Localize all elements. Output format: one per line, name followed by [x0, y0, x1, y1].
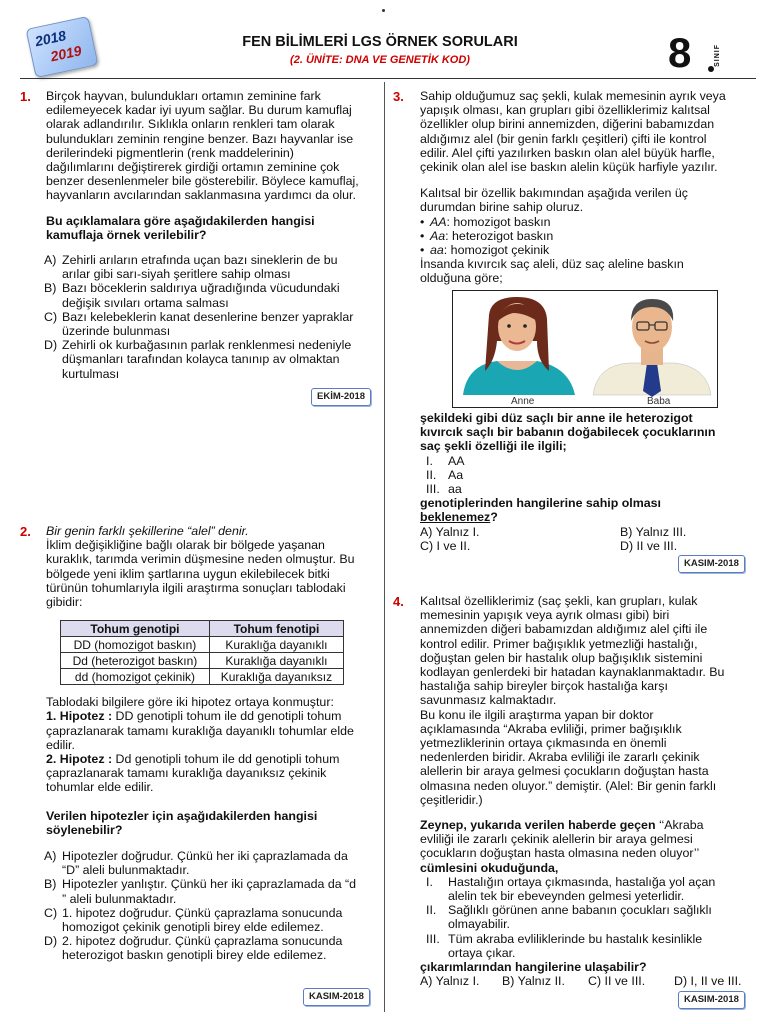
question-4	[420, 594, 754, 990]
genotype-desc: : heterozigot baskın	[445, 228, 554, 243]
text-line: dağılımlarını değiştirerek girdiği ortamın zeminine çok	[46, 160, 340, 175]
option-a[interactable]	[44, 253, 378, 281]
hypothesis-label: 2. Hipotez :	[46, 752, 113, 767]
hypothesis-1	[46, 709, 378, 752]
q4-items	[420, 875, 754, 960]
q4-options	[420, 974, 754, 990]
text-line: alelin tek bir ebeveynden gelmesi yeterlidir.	[448, 889, 685, 904]
text-line: Dd genotipli tohum ile dd genotipli tohum	[115, 752, 340, 767]
year-bottom: 2019	[49, 42, 83, 65]
text-line: Verilen hipotezler için aşağıdakilerden hangisi	[46, 808, 318, 823]
underlined-word: beklenemez	[420, 510, 491, 525]
text-line: Zehirli arıların etrafında uçan bazı sineklerin de bu	[62, 253, 338, 268]
q3-items	[420, 454, 754, 497]
genotype-desc: : homozigot baskın	[446, 214, 551, 229]
genotype-table	[60, 620, 344, 685]
table-cell: Kuraklığa dayanıksız	[209, 669, 343, 685]
option-a[interactable]	[44, 849, 378, 877]
table-header-row	[61, 621, 344, 637]
text-line: olarak adlandırılır. Sıklıkla onların renkleri tam olarak	[46, 117, 335, 132]
option-c[interactable]: C) I ve II.	[420, 538, 471, 553]
option-a[interactable]: A) Yalnız I.	[420, 524, 480, 539]
bold-text: Zeynep, yukarıda verilen haberde geçen	[420, 818, 656, 833]
option-letter: D)	[44, 338, 58, 353]
top-dot	[382, 9, 385, 12]
father-figure	[593, 299, 711, 397]
q2-options	[44, 849, 378, 963]
header-divider	[20, 78, 756, 79]
text-line: yetmezliklerinin ortaya çıkmasında en önemli	[420, 736, 667, 751]
q4-question: çıkarımlarından hangilerine ulaşabilir?	[420, 960, 647, 975]
option-b[interactable]: B) Yalnız III.	[620, 524, 687, 539]
table-cell: Kuraklığa dayanıklı	[209, 637, 343, 653]
date-tag: KASIM-2018	[678, 991, 745, 1009]
q4-passage	[420, 594, 754, 807]
text-line: düşmanları tarafından kolayca tanınıp av olmaktan	[62, 352, 340, 367]
year-top: 2018	[33, 27, 68, 50]
text-line: kurtulması	[62, 366, 120, 381]
text-line: “D” aleli bulunmaktadır.	[62, 863, 190, 878]
genotype-desc: : homozigot çekinik	[443, 243, 550, 258]
q3-question	[420, 411, 754, 454]
parents-illustration	[452, 290, 718, 408]
text-line: DD genotipli tohum ile dd genotipli tohum	[115, 709, 342, 724]
text-line: söylenebilir?	[46, 822, 123, 837]
text-line: evliliği ile zararlı çekinik alellerin bir araya gelmesi	[420, 832, 693, 847]
page-subtitle: (2. ÜNİTE: DNA VE GENETİK KOD)	[290, 54, 470, 66]
text-line: Hastalığın ortaya çıkmasında, hastalığa yol açan	[448, 874, 716, 889]
text-line: nedenlerden biridir. Akraba evliliği ile zararlı çekinik	[420, 750, 700, 765]
question-1	[46, 89, 378, 381]
option-b[interactable]: B) Yalnız II.	[502, 974, 565, 989]
column-divider	[384, 82, 385, 1012]
text-line: Hipotezler doğrudur. Çünkü her iki çaprazlamada da	[62, 849, 348, 864]
mother-label: Anne	[511, 396, 535, 407]
text-line: değişik sıvıları ortama salması	[62, 295, 229, 310]
list-item	[420, 875, 754, 903]
option-letter: A)	[44, 253, 57, 268]
text-line: 1. hipotez doğrudur. Çünkü çaprazlama sonucunda	[62, 905, 343, 920]
text-line: kodlayan genlerdeki bir hatadan kaynaklanmaktadır. Bu	[420, 665, 725, 680]
roman-numeral: III.	[426, 931, 440, 946]
option-letter: A)	[44, 849, 57, 864]
text-line: 2. hipotez doğrudur. Çünkü çaprazlama sonucunda	[62, 934, 343, 949]
table-cell: dd (homozigot çekinik)	[61, 669, 210, 685]
text-line: benzer desenlenmeler bile gösterebilir. Böylece kamuflaj,	[46, 174, 359, 189]
q2-intro: Bir genin farklı şekillerine “alel” denir.	[46, 524, 249, 538]
q1-passage	[46, 89, 378, 203]
text-line: tohumlar elde edilir.	[46, 780, 154, 795]
option-letter: D)	[44, 934, 58, 949]
year-badge	[26, 16, 99, 78]
roman-numeral: I.	[426, 874, 433, 889]
list-item	[420, 932, 754, 960]
text-line: kontrol edilir. Primer bağışıklık yetmezliği hastalığı,	[420, 636, 698, 651]
option-d[interactable]	[44, 934, 378, 962]
question-3-stem	[420, 411, 754, 555]
list-item	[420, 229, 754, 243]
item-text: Aa	[448, 467, 464, 482]
page-title: FEN BİLİMLERİ LGS ÖRNEK SORULARI	[242, 34, 518, 50]
hypothesis-label: 1. Hipotez :	[46, 709, 113, 724]
table-row	[61, 653, 344, 669]
q3-options	[420, 525, 754, 555]
option-d[interactable]: D) II ve III.	[620, 538, 678, 553]
option-d[interactable]: D) I, II ve III.	[674, 974, 742, 989]
text-line: üzerinde bulunması	[62, 324, 171, 339]
text-line: memesinin yapışık veya ayrık olması gibi) biri	[420, 608, 670, 623]
q3-passage-2	[420, 186, 754, 214]
text-line: kıvırcık saçlı bir babanın doğabilecek çocuklarının	[420, 425, 716, 440]
grade-dot	[708, 66, 714, 72]
date-tag: KASIM-2018	[303, 988, 370, 1006]
option-d[interactable]	[44, 338, 378, 381]
question-2-number: 2.	[20, 524, 31, 539]
table-cell: DD (homozigot baskın)	[61, 637, 210, 653]
text-line: olmayabilir.	[448, 917, 510, 932]
text-line: açıklamasında “Akraba evliliği, primer bağışıklık	[420, 721, 682, 736]
text-line: Birçok hayvan, bulundukları ortamın zeminine fark	[46, 89, 321, 103]
text-line: çaprazlanarak tamamı kuraklığa dayanıklı tohumlar elde	[46, 723, 354, 738]
text-line: ” aleli bulunmaktadır.	[62, 891, 177, 906]
text-line: İnsanda kıvırcık saç aleli, düz saç aleline baskın	[420, 257, 684, 272]
text-line: Bazı kelebeklerin kanat desenlerine benzer yapraklar	[62, 309, 354, 324]
text-line: saç şekli özelliği ile ilgili;	[420, 439, 567, 454]
question-3	[420, 89, 754, 286]
text-line: Bu konu ile ilgili araştırma yapan bir doktor	[420, 707, 654, 722]
text-line: türünün tohumlarıyla ilgili araştırma sonuçları tablodaki	[46, 580, 346, 595]
question-4-number: 4.	[393, 594, 404, 609]
q2-passage	[46, 538, 378, 609]
q1-options	[44, 253, 378, 381]
item-text: aa	[448, 482, 462, 497]
father-label: Baba	[647, 396, 671, 407]
option-letter: B)	[44, 877, 57, 892]
text-line: derilerindeki pigmentlerin (renk maddelerinin)	[46, 145, 294, 160]
q3-question-2: genotiplerinden hangilerine sahip olması	[420, 496, 661, 511]
q3-passage	[420, 89, 754, 174]
text-line: Sağlıklı görünen anne babanın çocukları sağlıklı	[448, 903, 712, 918]
hypothesis-2	[46, 752, 378, 795]
roman-numeral: II.	[426, 467, 437, 482]
option-c[interactable]: C) II ve III.	[588, 974, 646, 989]
list-item	[420, 454, 754, 468]
question-2	[46, 524, 378, 963]
text-line: edilir. Alel çifti yazılırken baskın olan alel büyük harfle,	[420, 145, 715, 160]
text-line: hastalığa sahip bireyler birçok hastalığa karşı	[420, 679, 668, 694]
page-header	[0, 0, 768, 80]
option-c[interactable]	[44, 906, 378, 934]
question-mark: ?	[490, 510, 498, 525]
text-line: aldığımız alel (bir genin farklı çeşitleri) çifti ile kontrol	[420, 131, 707, 146]
option-letter: C)	[44, 905, 58, 920]
q4-question-stem	[420, 818, 754, 875]
text-line: alellerin bir araya gelmesi çocukların doğuştan hasta	[420, 764, 709, 779]
text-line: kamuflaja örnek verilebilir?	[46, 227, 207, 242]
text-line: ‘‘Akraba	[658, 818, 704, 833]
q3-passage-3	[420, 257, 754, 285]
text-line: çocukların doğuştan hasta olmasına neden oluyor’’	[420, 846, 700, 861]
text-line: özellikler olup birini annemizden, diğerini babamızdan	[420, 117, 715, 132]
text-line: Bu açıklamalara göre aşağıdakilerden hangisi	[46, 213, 315, 228]
table-header: Tohum genotipi	[61, 621, 210, 637]
genotype: AA	[430, 214, 447, 229]
text-line: edilir.	[46, 737, 75, 752]
text-line: kuraklık, tarımda verimin düşmesine neden olmuştur. Bu	[46, 552, 355, 567]
text-line: homozigot çekinik genotipli birey elde edilemez.	[62, 920, 324, 935]
text-line: çekinik olan alel ise baskın alelin küçük harfiyle yazılır.	[420, 160, 718, 175]
question-3-number: 3.	[393, 89, 404, 104]
text-line: İklim değişikliğine bağlı olarak bir bölgede yaşanan	[46, 538, 325, 553]
grade-word: SINIF	[714, 44, 721, 67]
text-line: Kalıtsal özelliklerimiz (saç şekli, kan grupları, kulak	[420, 594, 698, 608]
table-row	[61, 637, 344, 653]
item-text: AA	[448, 453, 465, 468]
text-line: şekildeki gibi düz saçlı bir anne ile heterozigot	[420, 411, 693, 425]
genotype: aa	[430, 243, 444, 258]
text-line: Tüm akraba evliliklerinde bu hastalık kesinlikle	[448, 931, 703, 946]
option-letter: C)	[44, 309, 58, 324]
text-line: savunmasız kalmaktadır.	[420, 693, 557, 708]
text-line: Hipotezler yanlıştır. Çünkü her iki çaprazlamada da “d	[62, 877, 357, 892]
table-header: Tohum fenotipi	[209, 621, 343, 637]
option-a[interactable]: A) Yalnız I.	[420, 974, 480, 989]
text-line: yapışık olması, kan grupları gibi özelliklerimiz kalıtsal	[420, 103, 710, 118]
question-1-number: 1.	[20, 89, 31, 104]
text-line: annemizden diğeri babamızdan aldığımız alel çifti ile	[420, 622, 708, 637]
roman-numeral: III.	[426, 482, 440, 497]
table-cell: Kuraklığa dayanıklı	[209, 653, 343, 669]
text-line: çaprazlanarak tamamı kuraklığa dayanıksız çekinik	[46, 766, 327, 781]
list-item	[420, 468, 754, 482]
table-row	[61, 669, 344, 685]
text-line: bölgede yeni iklim şartlarına uygun ekilebilecek bitki	[46, 566, 330, 581]
q2-question	[46, 809, 378, 837]
mother-figure	[463, 297, 575, 395]
option-b[interactable]	[44, 281, 378, 309]
q3-question-3	[420, 510, 754, 524]
text-line: gibidir:	[46, 595, 83, 610]
table-cell: Dd (heterozigot baskın)	[61, 653, 210, 669]
grade-number: 8	[668, 29, 692, 76]
text-line: doğuştan gelen bir hastalık olup bağışıklık sistemini	[420, 650, 703, 665]
bold-text: cümlesini okuduğunda,	[420, 860, 559, 875]
genotype: Aa	[430, 228, 446, 243]
text-line: olmasına neden oluyor.” demiştir. (Alel: Bir genin farklı	[420, 778, 717, 793]
roman-numeral: II.	[426, 903, 437, 918]
date-tag: EKİM-2018	[311, 388, 371, 406]
text-line: bulundukları zeminin rengine benzer. Bazı hayvanlar ise	[46, 131, 354, 146]
text-line: arılar gibi sarı-siyah şeritlere sahip olması	[62, 267, 291, 282]
list-item	[420, 243, 754, 257]
list-item	[420, 482, 754, 496]
option-letter: B)	[44, 281, 57, 296]
q1-question	[46, 214, 378, 242]
text-line: ortaya çıkar.	[448, 945, 516, 960]
parents-svg	[453, 291, 717, 407]
text-line: heterozigot baskın genotipli birey elde edilemez.	[62, 948, 327, 963]
text-line: Zehirli ok kurbağasının parlak renklenmesi nedeniyle	[62, 338, 352, 353]
text-line: Kalıtsal bir özellik bakımından aşağıda verilen üç	[420, 186, 688, 201]
text-line: durumdan birine sahip oluruz.	[420, 200, 584, 215]
text-line: olduğuna göre;	[420, 271, 503, 286]
list-item	[420, 215, 754, 229]
text-line: Bazı böceklerin saldırıya uğradığında vücudundaki	[62, 281, 340, 296]
option-b[interactable]	[44, 877, 378, 905]
text-line: çeşitleridir.)	[420, 792, 483, 807]
text-line: Sahip olduğumuz saç şekli, kulak memesinin ayrık veya	[420, 89, 726, 103]
q2-after-table: Tablodaki bilgilere göre iki hipotez ortaya konmuştur:	[46, 695, 334, 710]
text-line: hayvanların avcılarından saklanmasına yardımcı da olur.	[46, 188, 356, 203]
option-c[interactable]	[44, 310, 378, 338]
q3-bullets	[420, 215, 754, 258]
text-line: edilemeyecek kadar iyi uyum sağlar. Bu durum kamuflaj	[46, 103, 352, 118]
roman-numeral: I.	[426, 453, 433, 468]
date-tag: KASIM-2018	[678, 555, 745, 573]
list-item	[420, 903, 754, 931]
